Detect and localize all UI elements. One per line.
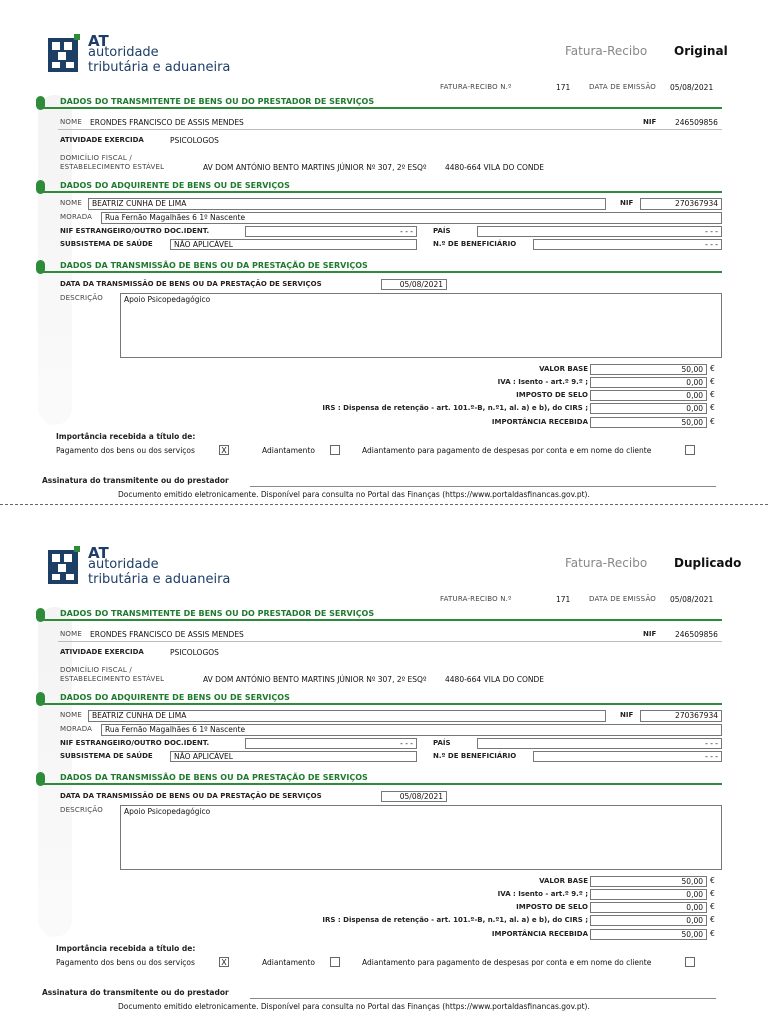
currency: € [710,417,715,426]
beneficiary-field[interactable]: - - - [533,751,722,762]
irs-label-text: : Dispensa de retenção - art. 101.º-B, n.º1, al. a) e b), do CIRS ; [337,916,588,924]
issue-date-label: DATA DE EMISSÃO [589,83,657,91]
invoice-number: 171 [556,83,571,92]
copy-label: Original [674,44,728,58]
foreign-nif-label: NIF ESTRANGEIRO/OUTRO DOC.IDENT. [60,227,210,235]
currency: € [710,377,715,386]
signature-label: Assinatura do transmitente ou do prestador [42,476,229,485]
payment-opt3: Adiantamento para pagamento de despesas por conta e em nome do cliente [362,446,652,455]
payment-opt2-checkbox[interactable] [330,445,340,455]
iva-label-text: : Isento - art.º 9.º ; [513,378,588,386]
irs-label [322,404,588,412]
description-field[interactable]: Apoio Psicopedagógico [120,293,722,358]
base-label: VALOR BASE [539,877,588,885]
irs-label [322,916,588,924]
signature-label: Assinatura do transmitente ou do prestador [42,988,229,997]
description-label: DESCRIÇÃO [60,294,103,302]
currency: € [710,902,715,911]
invoice-number-label: FATURA-RECIBO N.º [440,595,512,603]
at-logo-icon [48,34,82,74]
description-field[interactable]: Apoio Psicopedagógico [120,805,722,870]
payment-opt1: Pagamento dos bens ou dos serviços [56,958,195,967]
signature-line[interactable] [250,486,716,487]
invoice-number: 171 [556,595,571,604]
currency: € [710,876,715,885]
irs-field[interactable]: 0,00 [590,915,707,926]
activity-label: ATIVIDADE EXERCIDA [60,136,144,144]
health-label: SUBSISTEMA DE SAÚDE [60,240,153,248]
iva-field[interactable]: 0,00 [590,889,707,900]
buyer-name-label: NOME [60,711,83,719]
health-field[interactable]: NÃO APLICÁVEL [170,239,417,250]
activity: PSICOLOGOS [170,648,219,657]
currency: € [710,390,715,399]
foreign-nif-field[interactable]: - - - [245,226,417,237]
at-logo-icon [48,546,82,586]
currency: € [710,929,715,938]
health-label: SUBSISTEMA DE SAÚDE [60,752,153,760]
seller-name: ERONDES FRANCISCO DE ASSIS MENDES [90,630,244,639]
signature-line[interactable] [250,998,716,999]
irs-label-prefix: IRS [322,404,336,412]
logo-at: AT [88,32,109,50]
buyer-address-label: MORADA [60,213,93,221]
issue-date-label: DATA DE EMISSÃO [589,595,657,603]
payment-opt1-checkbox[interactable]: X [219,445,229,455]
currency: € [710,915,715,924]
payment-opt3-checkbox[interactable] [685,957,695,967]
domicile-label1: DOMICÍLIO FISCAL / [60,154,132,162]
seller-postcode: 4480-664 VILA DO CONDE [445,675,545,684]
cut-line [0,504,768,505]
doc-type: Fatura-Recibo [565,556,648,570]
copy-label: Duplicado [674,556,742,570]
buyer-nif-field[interactable]: 270367934 [640,198,722,210]
base-field[interactable]: 50,00 [590,364,707,375]
transmission-date-label: DATA DA TRANSMISSÃO DE BENS OU DA PRESTAÇÃO DE SERVIÇOS [60,792,322,800]
buyer-name-label: NOME [60,199,83,207]
activity-label: ATIVIDADE EXERCIDA [60,648,144,656]
iva-label-prefix: IVA [497,890,511,898]
footer-note: Documento emitido eletronicamente. Disponível para consulta no Portal das Finanças (https://www.portaldasfinancas.gov.pt). [118,1002,590,1011]
base-label: VALOR BASE [539,365,588,373]
received-label: IMPORTÂNCIA RECEBIDA [491,418,588,426]
buyer-address-field[interactable]: Rua Fernão Magalhães 6 1º Nascente [101,724,722,736]
country-field[interactable]: - - - [477,738,722,749]
seller-nif: 246509856 [675,118,718,127]
buyer-address-field[interactable]: Rua Fernão Magalhães 6 1º Nascente [101,212,722,224]
currency: € [710,889,715,898]
iva-label-prefix: IVA [497,378,511,386]
buyer-section-title: DADOS DO ADQUIRENTE DE BENS OU DE SERVIÇOS [60,693,290,702]
stamp-field[interactable]: 0,00 [590,902,707,913]
foreign-nif-label: NIF ESTRANGEIRO/OUTRO DOC.IDENT. [60,739,210,747]
foreign-nif-field[interactable]: - - - [245,738,417,749]
seller-name-label: NOME [60,118,83,126]
seller-address: AV DOM ANTÓNIO BENTO MARTINS JÚNIOR Nº 307, 2º ESQº [203,163,427,172]
transmission-date-field[interactable]: 05/08/2021 [381,279,447,290]
health-field[interactable]: NÃO APLICÁVEL [170,751,417,762]
irs-field[interactable]: 0,00 [590,403,707,414]
payment-title: Importância recebida a título de: [56,944,196,953]
buyer-name-field[interactable]: BEATRIZ CUNHA DE LIMA [88,198,606,210]
logo-line2: tributária e aduaneira [88,60,231,75]
received-field[interactable]: 50,00 [590,929,707,940]
received-field[interactable]: 50,00 [590,417,707,428]
payment-opt1: Pagamento dos bens ou dos serviços [56,446,195,455]
base-field[interactable]: 50,00 [590,876,707,887]
seller-nif: 246509856 [675,630,718,639]
logo-at: AT [88,544,109,562]
footer-note: Documento emitido eletronicamente. Disponível para consulta no Portal das Finanças (https://www.portaldasfinancas.gov.pt). [118,490,590,499]
buyer-nif-label: NIF [620,199,634,207]
seller-address: AV DOM ANTÓNIO BENTO MARTINS JÚNIOR Nº 307, 2º ESQº [203,675,427,684]
domicile-label1: DOMICÍLIO FISCAL / [60,666,132,674]
iva-label-text: : Isento - art.º 9.º ; [513,890,588,898]
transmission-date-field[interactable]: 05/08/2021 [381,791,447,802]
seller-nif-label: NIF [643,630,657,638]
iva-field[interactable]: 0,00 [590,377,707,388]
seller-postcode: 4480-664 VILA DO CONDE [445,163,545,172]
seller-name: ERONDES FRANCISCO DE ASSIS MENDES [90,118,244,127]
activity: PSICOLOGOS [170,136,219,145]
buyer-section-title: DADOS DO ADQUIRENTE DE BENS OU DE SERVIÇOS [60,181,290,190]
issue-date: 05/08/2021 [670,595,714,604]
stamp-label: IMPOSTO DE SELO [516,903,588,911]
issue-date: 05/08/2021 [670,83,714,92]
domicile-label2: ESTABELECIMENTO ESTÁVEL [60,675,165,683]
country-label: PAÍS [433,739,451,747]
doc-type: Fatura-Recibo [565,44,648,58]
description-label: DESCRIÇÃO [60,806,103,814]
received-label: IMPORTÂNCIA RECEBIDA [491,930,588,938]
buyer-nif-field[interactable]: 270367934 [640,710,722,722]
beneficiary-label: N.º DE BENEFICIÁRIO [433,240,517,248]
stamp-label: IMPOSTO DE SELO [516,391,588,399]
seller-section-title: DADOS DO TRANSMITENTE DE BENS OU DO PRESTADOR DE SERVIÇOS [60,97,375,106]
iva-label [498,378,588,386]
logo-line2: tributária e aduaneira [88,572,231,587]
invoice-number-label: FATURA-RECIBO N.º [440,83,512,91]
invoice-copy-duplicate [0,512,768,1024]
payment-opt2-checkbox[interactable] [330,957,340,967]
country-label: PAÍS [433,227,451,235]
buyer-name-field[interactable]: BEATRIZ CUNHA DE LIMA [88,710,606,722]
transmission-date-label: DATA DA TRANSMISSÃO DE BENS OU DA PRESTAÇÃO DE SERVIÇOS [60,280,322,288]
payment-opt3: Adiantamento para pagamento de despesas por conta e em nome do cliente [362,958,652,967]
beneficiary-label: N.º DE BENEFICIÁRIO [433,752,517,760]
seller-name-label: NOME [60,630,83,638]
payment-title: Importância recebida a título de: [56,432,196,441]
iva-label [498,890,588,898]
country-field[interactable]: - - - [477,226,722,237]
beneficiary-field[interactable]: - - - [533,239,722,250]
buyer-address-label: MORADA [60,725,93,733]
payment-opt2: Adiantamento [262,446,315,455]
buyer-nif-label: NIF [620,711,634,719]
currency: € [710,364,715,373]
seller-nif-label: NIF [643,118,657,126]
payment-opt1-checkbox[interactable]: X [219,957,229,967]
domicile-label2: ESTABELECIMENTO ESTÁVEL [60,163,165,171]
logo-line1: autoridade [88,557,159,572]
seller-section-title: DADOS DO TRANSMITENTE DE BENS OU DO PRESTADOR DE SERVIÇOS [60,609,375,618]
transmission-section-title: DADOS DA TRANSMISSÃO DE BENS OU DA PRESTAÇÃO DE SERVIÇOS [60,261,368,270]
transmission-section-title: DADOS DA TRANSMISSÃO DE BENS OU DA PRESTAÇÃO DE SERVIÇOS [60,773,368,782]
logo-line1: autoridade [88,45,159,60]
irs-label-text: : Dispensa de retenção - art. 101.º-B, n.º1, al. a) e b), do CIRS ; [337,404,588,412]
currency: € [710,403,715,412]
stamp-field[interactable]: 0,00 [590,390,707,401]
irs-label-prefix: IRS [322,916,336,924]
payment-opt2: Adiantamento [262,958,315,967]
payment-opt3-checkbox[interactable] [685,445,695,455]
